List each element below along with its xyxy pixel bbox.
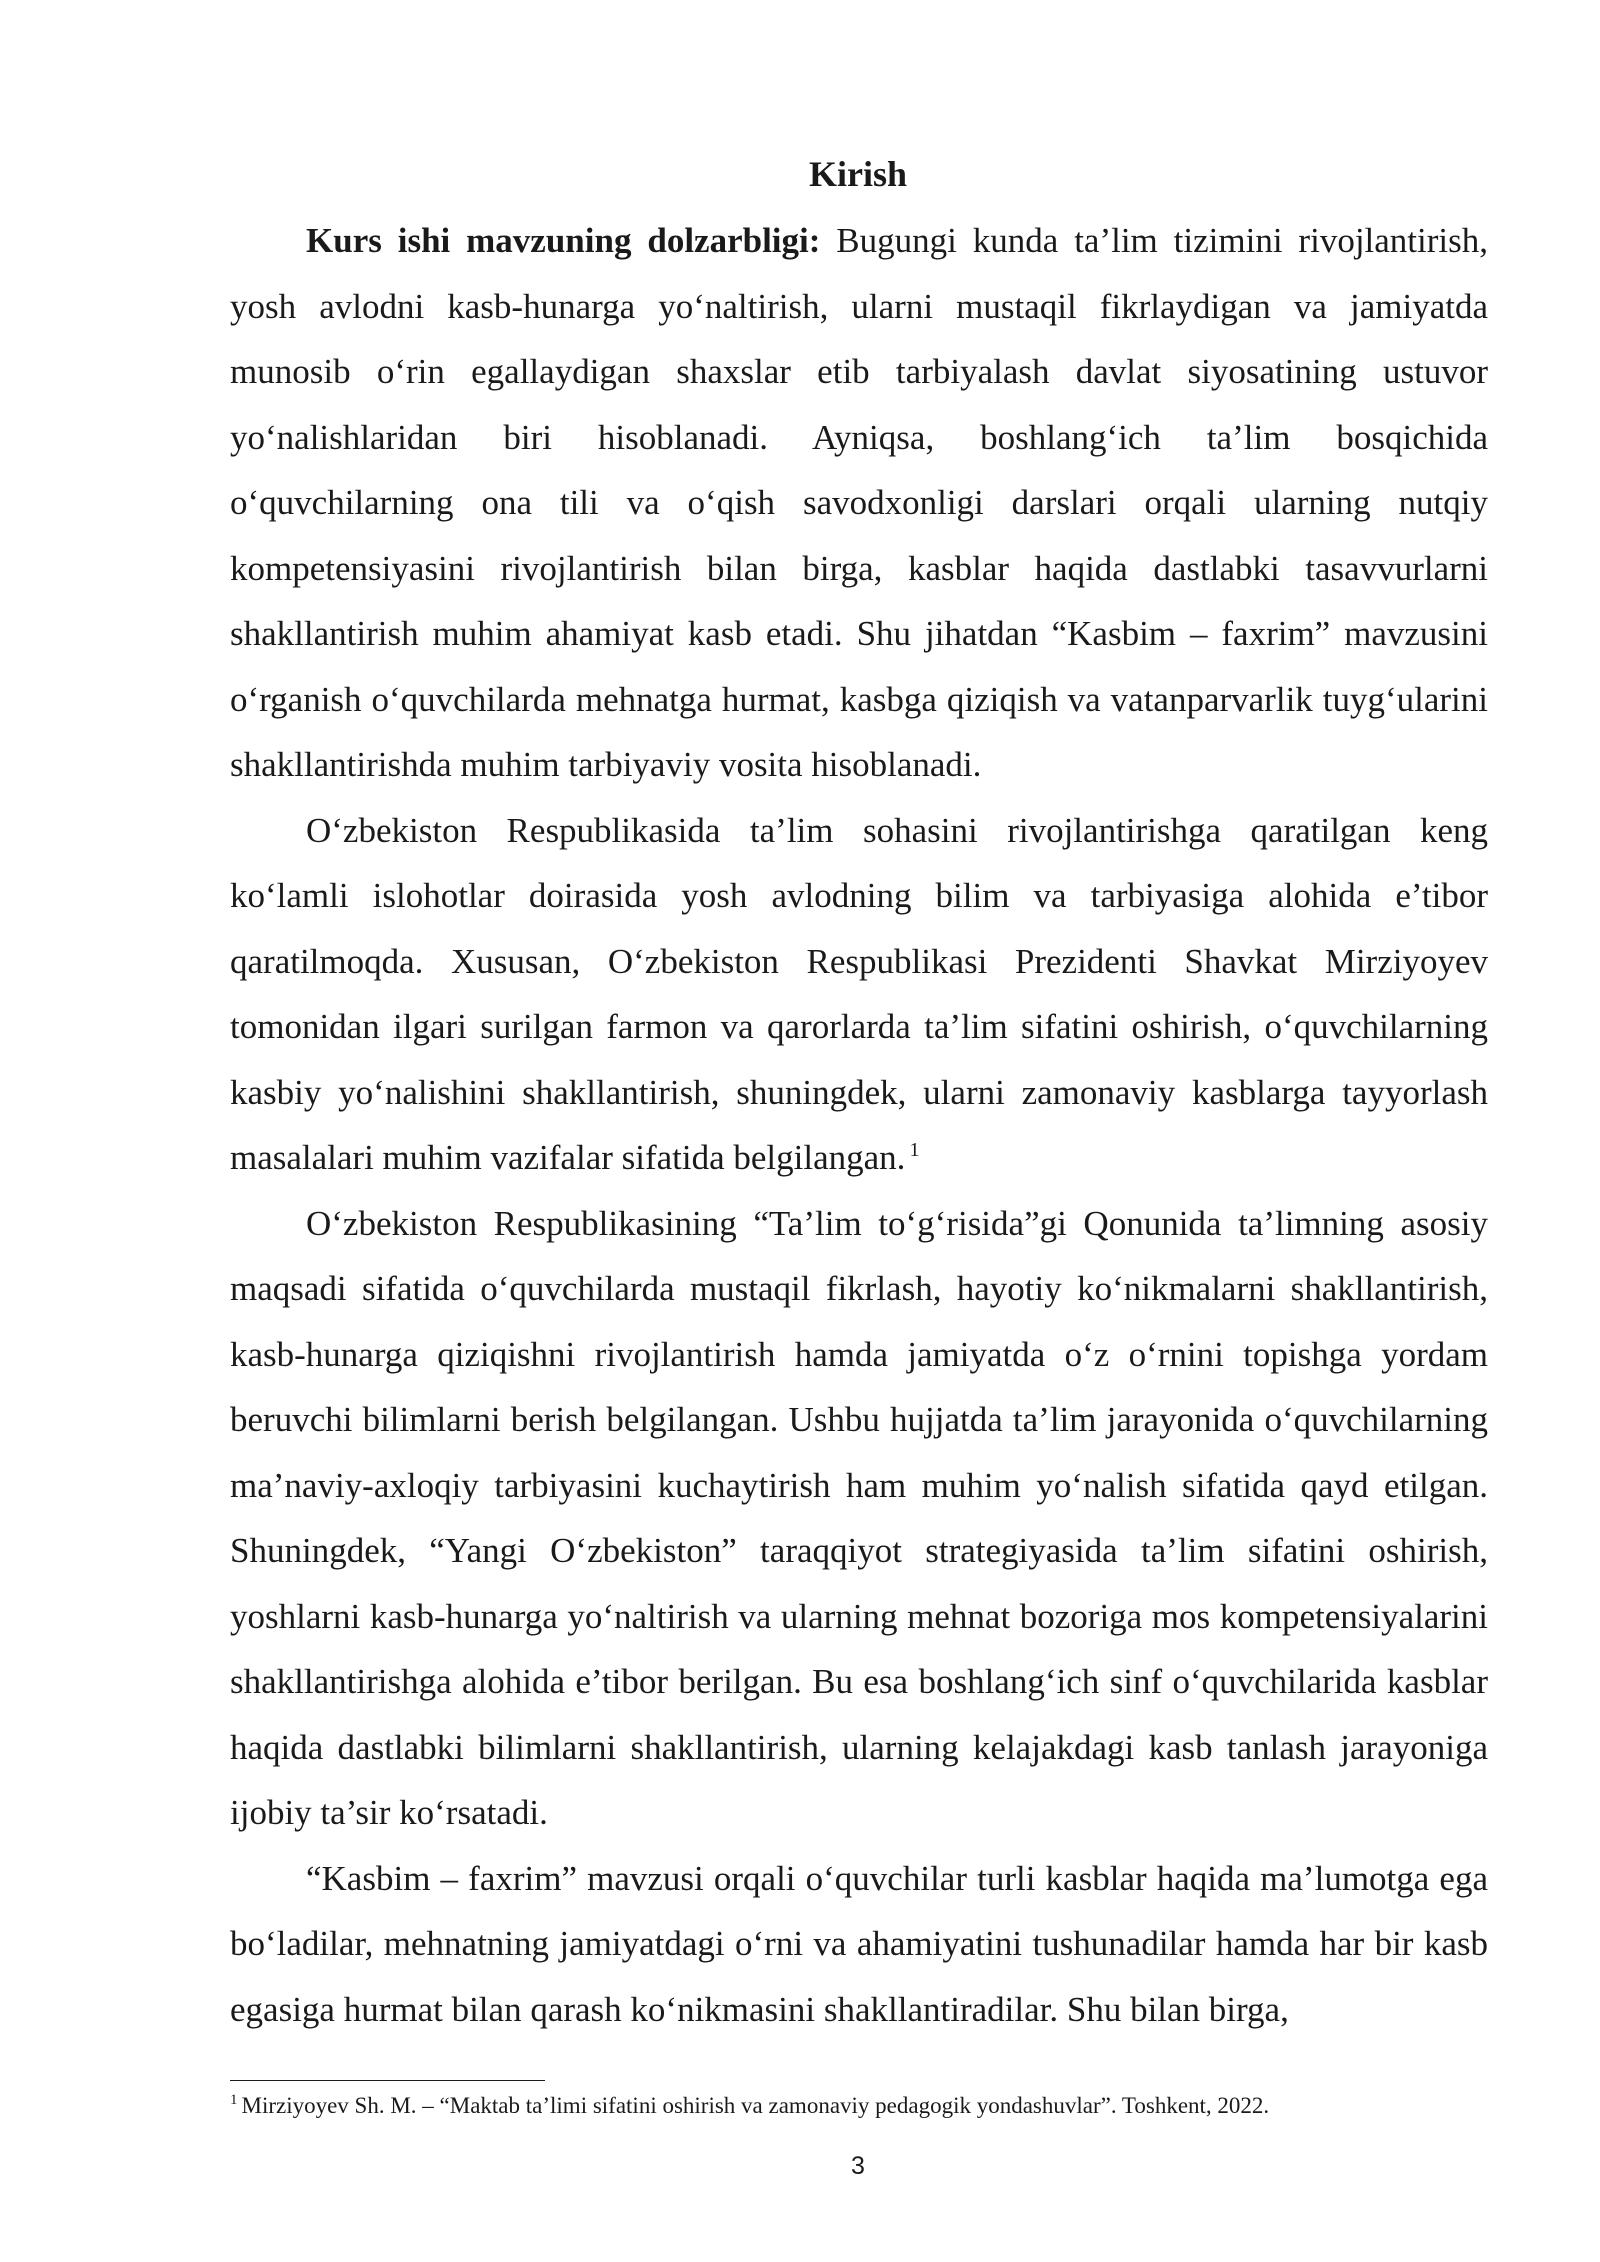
footnote-reference[interactable]: 1	[909, 1139, 920, 1162]
paragraph-1	[230, 208, 1488, 798]
paragraph-4: “Kasbim – faxrim” mavzusi orqali o‘quvchilar turli kasblar haqida ma’lumotga ega bo‘ladilar, mehnatning jamiyatdagi o‘rni va ahamiyatini tushunadilar hamda har bir kasb egasiga hurmat bilan qarash ko‘nikmasini shakllantiradilar. Shu bilan birga,	[230, 1858, 1488, 2029]
paragraph-2-text: O‘zbekiston Respublikasida ta’lim sohasini rivojlantirishga qaratilgan keng ko‘lamli islohotlar doirasida yosh avlodning bilim va tarbiyasiga alohida e’tibor qaratilmoqda. Xususan, O‘zbekiston Respublikasi Prezidenti Shavkat Mirziyoyev tomonidan ilgari surilgan farmon va qarorlarda ta’lim sifatini oshirish, o‘quvchilarning kasbiy yo‘nalishini shakllantirish, shuningdek, ularni zamonaviy kasblarga tayyorlash masalalari muhim vazifalar sifatida belgilangan.	[230, 810, 1488, 1177]
paragraph-1-text: Bugungi kunda ta’lim tizimini rivojlantirish, yosh avlodni kasb-hunarga yo‘naltirish, ularni mustaqil fikrlaydigan va jamiyatda munosib o‘rin egallaydigan shaxslar etib tarbiyalash davlat siyosatining ustuvor yo‘nalishlaridan biri hisoblanadi. Ayniqsa, boshlang‘ich ta’lim bosqichida o‘quvchilarning ona tili va o‘qish savodxonligi darslari orqali ularning nutqiy kompetensiyasini rivojlantirish bilan birga, kasblar haqida dastlabki tasavvurlarni shakllantirish muhim ahamiyat kasb etadi. Shu jihatdan “Kasbim – faxrim” mavzusini o‘rganish o‘quvchilarda mehnatga hurmat, kasbga qiziqish va vatanparvarlik tuyg‘ularini shakllantirishda muhim tarbiyaviy vosita hisoblanadi.	[230, 221, 1488, 784]
paragraph-3: O‘zbekiston Respublikasining “Ta’lim to‘g‘risida”gi Qonunida ta’limning asosiy maqsadi sifatida o‘quvchilarda mustaqil fikrlash, hayotiy ko‘nikmalarni shakllantirish, kasb-hunarga qiziqishni rivojlantirish hamda jamiyatda o‘z o‘rnini topishga yordam beruvchi bilimlarni berish belgilangan. Ushbu hujjatda ta’lim jarayonida o‘quvchilarning ma’naviy-axloqiy tarbiyasini kuchaytirish ham muhim yo‘nalish sifatida qayd etilgan. Shuningdek, “Yangi O‘zbekiston” taraqqiyot strategiyasida ta’lim sifatini oshirish, yoshlarni kasb-hunarga yo‘naltirish va ularning mehnat bozoriga mos kompetensiyalarini shakllantirishga alohida e’tibor berilgan. Bu esa boshlang‘ich sinf o‘quvchilarida kasblar haqida dastlabki bilimlarni shakllantirish, ularning kelajakdagi kasb tanlash jarayoniga ijobiy ta’sir ko‘rsatadi.	[230, 1203, 1488, 1832]
footnote-text: Mirziyoyev Sh. M. – “Maktab ta’limi sifatini oshirish va zamonaviy pedagogik yondashuvlar”. Toshkent, 2022.	[241, 2093, 1270, 2118]
footnote-mark: 1	[230, 2092, 238, 2109]
footnote	[230, 2088, 1530, 2124]
body-text	[230, 208, 1488, 2042]
page-number: 3	[851, 2152, 865, 2180]
lead-label: Kurs ishi mavzuning dolzarbligi:	[306, 221, 821, 260]
footnote-separator	[230, 2080, 545, 2081]
paragraph-2	[230, 798, 1488, 1191]
page-title: Kirish	[808, 154, 907, 194]
